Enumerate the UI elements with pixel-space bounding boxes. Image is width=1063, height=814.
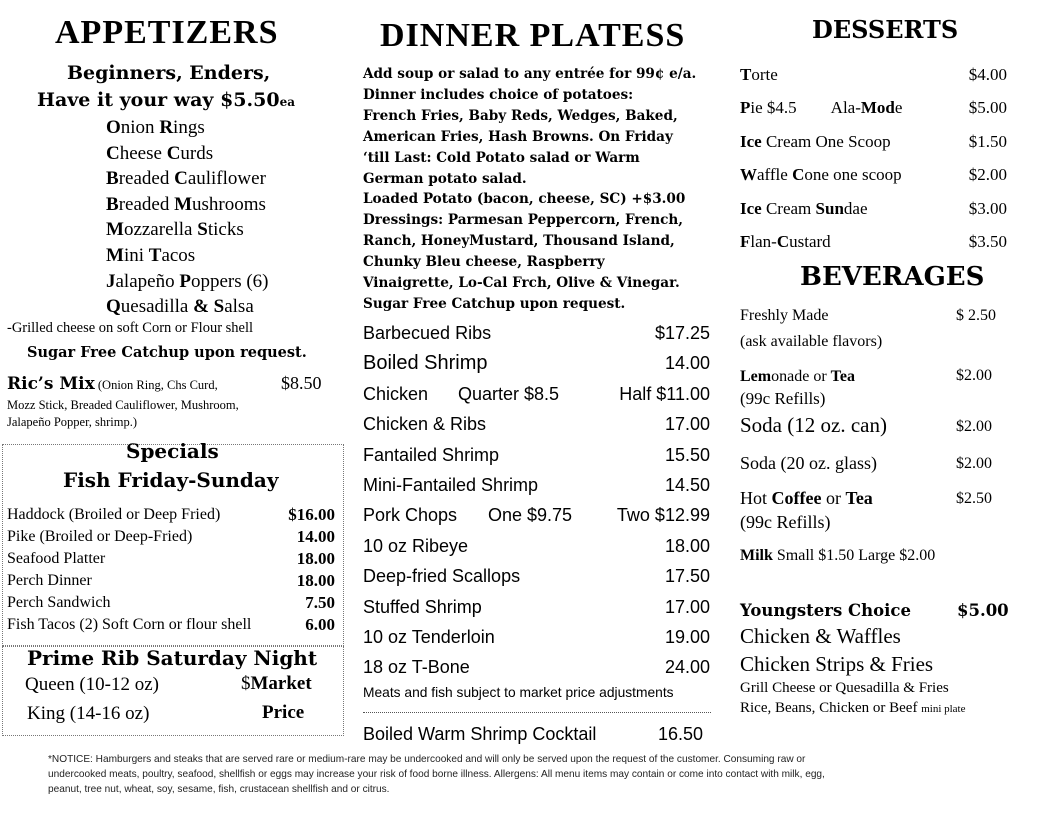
bev-milk-b: Small $1.50 Large $2.00: [772, 547, 936, 564]
dessert-row: [740, 158, 1010, 191]
dessert-row: [740, 125, 1010, 158]
appetizer-item: [106, 269, 269, 295]
dinner-intro-line: Dinner includes choice of potatoes:: [363, 86, 634, 103]
specials-subtitle: Fish Friday-Sunday: [63, 468, 279, 492]
dinner-item-price: 17.00: [664, 596, 710, 617]
appetizer-item-cap2: P: [179, 270, 191, 292]
bev-soda-20-price: $2.00: [956, 455, 992, 472]
dinner-intro-line: Add soup or salad to any entrée for 99¢ e/a.: [363, 66, 697, 82]
dinner-item-price: 24.00: [664, 657, 710, 678]
bev-lemonade-price: $2.00: [956, 367, 992, 384]
rics-mix-desc-2: Mozz Stick, Breaded Cauliflower, Mushroom,: [7, 398, 239, 412]
dessert-item-a: W: [740, 165, 757, 185]
dinner-intro-line: Vinaigrette, Lo-Cal Frch, Olive & Vinegar.: [363, 275, 680, 292]
appetizer-item-cap1: Q: [106, 296, 121, 318]
dessert-item-b: Cream One Scoop: [761, 131, 891, 151]
dinner-item-price: 14.50: [664, 474, 710, 495]
youngsters-item-2: Chicken Strips & Fries: [740, 652, 934, 676]
dinner-row: [363, 440, 713, 470]
bev-lemonade-c: Tea: [830, 368, 855, 385]
dessert-item-price: $5.00: [968, 98, 1007, 118]
bev-soda-12-price: $2.00: [956, 418, 992, 435]
dessert-item-e: one one scoop: [804, 165, 902, 185]
dessert-item-e: dae: [843, 198, 868, 218]
dinner-divider: [363, 712, 711, 713]
dessert-item-a: Ice: [740, 198, 762, 218]
youngsters-item-4: [740, 700, 966, 717]
appetizer-item-rest1: uesadilla: [120, 296, 194, 318]
dinner-row: [363, 348, 713, 378]
dinner-row: [363, 500, 713, 530]
dessert-item-price: $4.00: [968, 65, 1007, 84]
specials-item-name: Seafood Platter: [7, 550, 106, 567]
dessert-item-b: Cream: [761, 198, 816, 218]
appetizer-item-cap2: C: [174, 168, 188, 190]
appetizer-item-rest2: ticks: [207, 219, 244, 241]
dinner-item-price: 17.00: [664, 414, 710, 435]
bev-milk: [740, 547, 935, 565]
prime-rib-market: [241, 673, 312, 695]
appetizer-item-cap2: T: [148, 244, 162, 266]
dinner-title: DINNER PLATESS: [380, 17, 686, 54]
youngsters-item-4-text: Rice, Beans, Chicken or Beef: [740, 700, 918, 716]
dessert-list: [740, 58, 1010, 258]
dinner-item-name: Boiled Shrimp: [363, 352, 488, 375]
dinner-item-price: 15.50: [664, 444, 710, 465]
dessert-item-d: Sun: [815, 198, 844, 218]
bev-hot-d: Tea: [845, 488, 873, 508]
specials-row: [7, 570, 335, 592]
bev-hot-a: Hot: [740, 488, 772, 508]
bev-hot-refill: (99c Refills): [740, 512, 831, 532]
dessert-row: [740, 225, 1010, 258]
beverages-title: BEVERAGES: [800, 262, 985, 292]
prime-rib-title: Prime Rib Saturday Night: [27, 646, 318, 670]
specials-item-price: 6.00: [305, 615, 335, 634]
dinner-item-name: Barbecued Ribs: [363, 323, 492, 343]
youngsters-item-4-small: mini plate: [921, 703, 966, 715]
specials-row: [7, 504, 335, 526]
dessert-row: [740, 91, 1010, 124]
dessert-item-a: T: [740, 65, 752, 84]
market-price-note: Meats and fish subject to market price adjustments: [363, 685, 674, 700]
specials-item-price: $16.00: [288, 505, 335, 524]
prime-rib-king: King (14-16 oz): [27, 703, 150, 724]
appetizer-item-cap1: M: [106, 244, 124, 266]
dinner-intro-line: ‘till Last: Cold Potato salad or Warm: [363, 149, 640, 166]
appetizer-item-rest2: auliflower: [187, 168, 266, 190]
dessert-item-d: C: [792, 165, 805, 185]
dinner-row: [363, 531, 713, 561]
dinner-item-price: Two $12.99: [616, 505, 710, 526]
appetizers-price-suffix: ea: [279, 95, 296, 109]
specials-item-name: Perch Sandwich: [7, 594, 111, 611]
dinner-item-name: Mini-Fantailed Shrimp: [363, 474, 539, 495]
specials-item-name: Perch Dinner: [7, 572, 92, 589]
appetizer-item-rest1: nion: [120, 117, 160, 138]
bev-fresh-line-1: Freshly Made: [740, 307, 829, 324]
youngsters-price: $5.00: [957, 601, 1009, 620]
specials-item-name: Pike (Broiled or Deep-Fried): [7, 528, 193, 545]
dinner-intro-line: Loaded Potato (bacon, cheese, SC) +$3.00: [363, 191, 686, 208]
dessert-item-price: $1.50: [968, 131, 1007, 151]
appetizers-price: Have it your way $5.50: [37, 89, 280, 111]
dessert-item-name: [740, 192, 868, 225]
appetizer-item-rest2: ushrooms: [192, 193, 266, 215]
appetizer-list: [106, 115, 269, 320]
appetizer-item-rest1: alapeño: [115, 270, 180, 292]
appetizer-item-cap1: M: [106, 219, 124, 241]
appetizer-item-rest1: readed: [118, 193, 175, 215]
appetizer-item: [106, 115, 269, 141]
dinner-item-name: Chicken & Ribs: [363, 414, 487, 435]
appetizer-item-rest2: oppers (6): [190, 270, 269, 292]
rics-mix-price: $8.50: [281, 373, 322, 393]
rics-mix-desc-3: Jalapeño Popper, shrimp.): [7, 415, 138, 429]
appetizers-subtitle-2: [37, 89, 295, 111]
dessert-item-b: ie $4.5: [750, 98, 797, 118]
prime-rib-market-text: Market: [250, 673, 312, 694]
appetizer-item-cap2: C: [166, 142, 181, 164]
dinner-intro-line: French Fries, Baby Reds, Wedges, Baked,: [363, 107, 678, 124]
appetizer-item-cap2: S: [197, 219, 208, 241]
dinner-row: [363, 409, 713, 439]
specials-row: [7, 526, 335, 548]
rics-mix: [7, 374, 218, 394]
dessert-item-name: [740, 91, 902, 124]
appetizer-note: -Grilled cheese on soft Corn or Flour shell: [7, 320, 254, 336]
appetizer-item: [106, 192, 269, 218]
appetizer-item-cap1: B: [106, 193, 119, 215]
dessert-item-a: Ice: [740, 131, 762, 151]
dessert-item-b: lan-: [750, 231, 777, 251]
dinner-item-price: 19.00: [664, 626, 710, 647]
notice-line: peanut, tree nut, wheat, soy, sesame, fish, crustacean shellfish and or citrus.: [48, 784, 390, 796]
dinner-item-price: 14.00: [664, 353, 710, 374]
specials-title: Specials: [126, 439, 219, 463]
bev-hot-c: or: [821, 488, 846, 508]
shrimp-cocktail-price: 16.50: [658, 724, 704, 744]
dinner-intro-line: Ranch, HoneyMustard, Thousand Island,: [363, 233, 675, 250]
dessert-item-price: $2.00: [968, 165, 1007, 185]
bev-soda-12: Soda (12 oz. can): [740, 413, 887, 437]
specials-list: [7, 504, 335, 636]
dinner-row: [363, 561, 713, 591]
youngsters-item-1: Chicken & Waffles: [740, 624, 901, 648]
appetizer-item-cap2: M: [174, 193, 193, 215]
bev-hot: [740, 488, 873, 509]
dinner-item-price: 18.00: [664, 535, 710, 556]
rics-mix-desc-1: (Onion Ring, Chs Curd,: [97, 378, 218, 392]
appetizer-item-rest1: ozzarella: [123, 219, 198, 241]
appetizer-item-rest1: readed: [118, 168, 175, 190]
youngsters-item-3: Grill Cheese or Quesadilla & Fries: [740, 680, 949, 696]
dessert-item-d: C: [776, 231, 790, 251]
dinner-row: [363, 379, 713, 409]
bev-lemonade-refill: (99c Refills): [740, 389, 826, 408]
dinner-item-name: Chicken: [363, 383, 429, 404]
allergen-notice: [48, 752, 825, 798]
specials-item-price: 18.00: [296, 571, 335, 590]
dessert-item-name: [740, 158, 902, 191]
dessert-item-b: affle: [757, 165, 793, 185]
bev-lemonade-a: Lem: [740, 368, 772, 385]
appetizer-item: [106, 166, 269, 192]
bev-hot-b: Coffee: [771, 488, 822, 508]
notice-line: undercooked meats, poultry, seafood, shellfish or eggs may increase your risk of food borne illness. Allergens: All menu items may contain or come into contact with milk, egg,: [48, 769, 825, 781]
dinner-intro: [363, 64, 696, 315]
dinner-item-name: Pork Chops: [363, 505, 458, 526]
appetizer-item: [106, 294, 269, 320]
specials-item-name: Fish Tacos (2) Soft Corn or flour shell: [7, 616, 252, 633]
rics-mix-name: Ric’s Mix: [7, 374, 95, 394]
dessert-item-name: [740, 225, 831, 258]
prime-rib-dollar: $: [241, 673, 251, 694]
appetizer-item-cap2: R: [159, 117, 174, 138]
bev-fresh-line-2: (ask available flavors): [740, 333, 883, 350]
bev-soda-20: Soda (20 oz. glass): [740, 453, 877, 473]
dinner-item-name: 10 oz Tenderloin: [363, 626, 495, 647]
dinner-list: [363, 318, 713, 683]
specials-item-name: Haddock (Broiled or Deep Fried): [7, 506, 221, 523]
dinner-row: [363, 652, 713, 682]
specials-row: [7, 614, 335, 636]
dinner-item-name: Fantailed Shrimp: [363, 444, 500, 465]
dinner-intro-line: Sugar Free Catchup upon request.: [363, 295, 626, 312]
dessert-item-b: orte: [751, 65, 778, 84]
prime-rib-queen: Queen (10-12 oz): [25, 674, 160, 695]
dessert-item-c: Ala-: [830, 98, 861, 118]
dessert-row: [740, 58, 1010, 91]
appetizer-item-cap1: J: [106, 270, 116, 292]
appetizer-item-cap2: & S: [193, 296, 225, 318]
notice-line: *NOTICE: Hamburgers and steaks that are served rare or medium-rare may be undercooked and will only be served upon the request of the customer. Consuming raw or: [48, 754, 806, 765]
appetizer-item-rest2: acos: [161, 244, 196, 266]
dinner-intro-line: Dressings: Parmesan Peppercorn, French,: [363, 212, 683, 229]
dinner-row: [363, 592, 713, 622]
bev-lemonade-b: onade or: [771, 368, 831, 385]
dessert-row: [740, 192, 1010, 225]
youngsters-title: Youngsters Choice: [740, 601, 911, 620]
dinner-item-option: One $9.75: [488, 505, 573, 526]
appetizer-item-cap1: B: [106, 168, 119, 190]
appetizer-item-cap1: O: [106, 117, 121, 138]
appetizer-item-rest1: heese: [119, 142, 167, 164]
specials-row: [7, 592, 335, 614]
dessert-item-e: e: [894, 98, 903, 118]
bev-milk-a: Milk: [740, 547, 773, 564]
appetizers-subtitle-1: Beginners, Enders,: [67, 62, 271, 84]
specials-item-price: 18.00: [296, 549, 335, 568]
appetizer-catchup-note: Sugar Free Catchup upon request.: [27, 344, 307, 361]
specials-item-price: 14.00: [296, 527, 335, 546]
dinner-item-price: 17.50: [664, 566, 710, 587]
dinner-item-name: Deep-fried Scallops: [363, 566, 521, 587]
dessert-item-a: P: [740, 98, 751, 118]
bev-lemonade: [740, 368, 855, 386]
shrimp-cocktail-name: Boiled Warm Shrimp Cocktail: [363, 724, 597, 744]
dessert-item-name: [740, 58, 778, 91]
dessert-item-name: [740, 125, 891, 158]
appetizers-title: APPETIZERS: [55, 14, 279, 51]
dinner-item-price: Half $11.00: [619, 383, 710, 404]
dessert-item-e: ustard: [789, 231, 831, 251]
dinner-item-name: 10 oz Ribeye: [363, 535, 469, 556]
appetizer-item-rest2: ings: [173, 117, 205, 138]
dinner-item-option: Quarter $8.5: [458, 383, 560, 404]
specials-row: [7, 548, 335, 570]
dinner-row: [363, 622, 713, 652]
dinner-row: [363, 318, 713, 348]
appetizer-item: [106, 141, 269, 167]
dessert-item-a: F: [740, 231, 751, 251]
dinner-item-name: Stuffed Shrimp: [363, 596, 482, 617]
desserts-title: DESSERTS: [812, 15, 959, 44]
dinner-intro-line: German potato salad.: [363, 170, 527, 187]
appetizer-item: [106, 243, 269, 269]
appetizer-item: [106, 217, 269, 243]
dinner-intro-line: American Fries, Hash Browns. On Friday: [363, 128, 673, 145]
dinner-item-name: 18 oz T-Bone: [363, 657, 470, 678]
dessert-item-price: $3.50: [968, 231, 1007, 251]
appetizer-item-cap1: C: [106, 142, 120, 164]
dinner-row: [363, 470, 713, 500]
appetizer-item-rest2: alsa: [224, 296, 254, 318]
bev-hot-price: $2.50: [956, 490, 992, 507]
specials-item-price: 7.50: [305, 593, 335, 612]
dessert-item-d: Mod: [860, 98, 895, 118]
dinner-intro-line: Chunky Bleu cheese, Raspberry: [363, 254, 605, 271]
appetizer-item-rest2: urds: [180, 142, 214, 164]
bev-fresh-price: $ 2.50: [956, 307, 996, 324]
appetizer-item-rest1: ini: [123, 244, 149, 266]
dessert-item-price: $3.00: [968, 198, 1007, 218]
dinner-item-price: $17.25: [654, 323, 710, 343]
prime-rib-price: Price: [262, 702, 305, 723]
